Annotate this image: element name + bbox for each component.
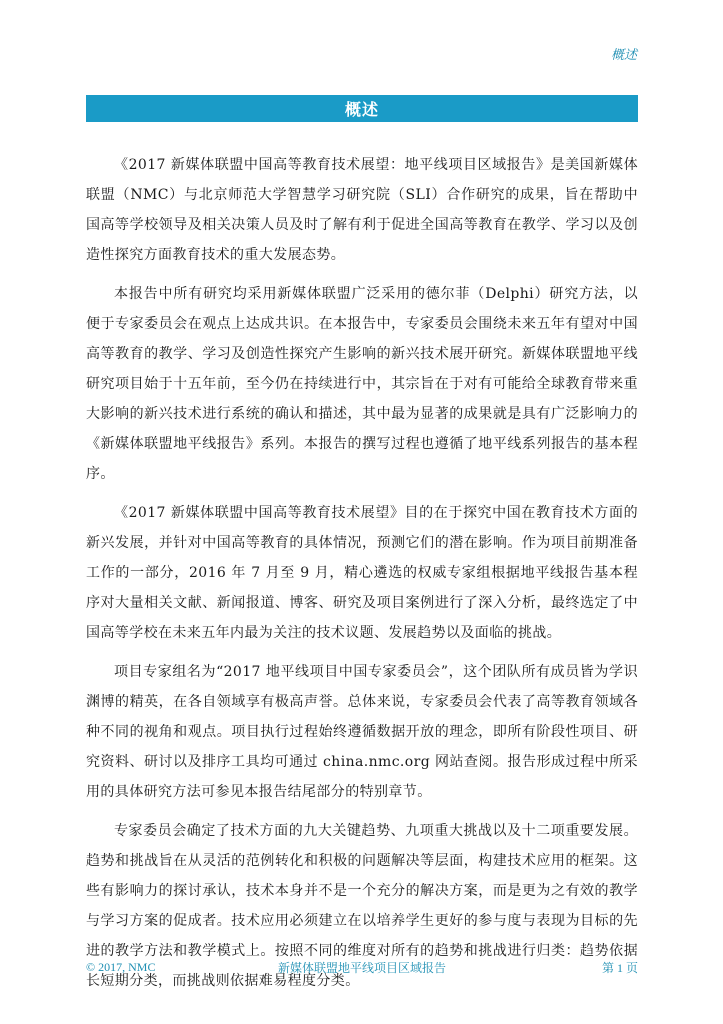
page-footer (86, 959, 638, 976)
section-title-bar (86, 95, 638, 122)
paragraph-panel: 项目专家组名为“2017 地平线项目中国专家委员会”，这个团队所有成员皆为学识渊博的精英，在各自领域享有极高声誉。总体来说，专家委员会代表了高等教育领域各种不同的视角和观点。项目执行过程始终遵循数据开放的理念，即所有阶段性项目、研究资料、研讨以及排序工具均可通过 china.nmc.org 网站查阅。报告形成过程中所采用的具体研究方法可参见本报告结尾部分的特别章节。 (86, 664, 638, 800)
paragraph-purpose: 《2017 新媒体联盟中国高等教育技术展望》目的在于探究中国在教育技术方面的新兴发展，并针对中国高等教育的具体情况，预测它们的潜在影响。作为项目前期准备工作的一部分，2016 年 7 月至 9 月，精心遴选的权威专家组根据地平线报告基本程序对大量相关文献、新闻报道、博客、研究及项目案例进行了深入分析，最终选定了中国高等学校在未来五年内最为关注的技术议题、发展趋势以及面临的挑战。 (86, 505, 638, 641)
body-content (86, 150, 638, 1005)
footer-report-title: 新媒体联盟地平线项目区域报告 (277, 961, 446, 975)
footer-page-number: 第 1 页 (601, 961, 638, 975)
paragraph-method: 本报告中所有研究均采用新媒体联盟广泛采用的德尔菲（Delphi）研究方法，以便于专家委员会在观点上达成共识。在本报告中，专家委员会围绕未来五年有望对中国高等教育的教学、学习及创造性探究产生影响的新兴技术展开研究。新媒体联盟地平线研究项目始于十五年前，至今仍在持续进行中，其宗旨在于对有可能给全球教育带来重大影响的新兴技术进行系统的确认和描述，其中最为显著的成果就是具有广泛影响力的《新媒体联盟地平线报告》系列。本报告的撰写过程也遵循了地平线系列报告的基本程序。 (86, 286, 638, 482)
paragraph-trends: 专家委员会确定了技术方面的九大关键趋势、九项重大挑战以及十二项重要发展。趋势和挑战旨在从灵活的范例转化和积极的问题解决等层面，构建技术应用的框架。这些有影响力的探讨承认，技术本身并不是一个充分的解决方案，而是更为之有效的教学与学习方案的促成者。技术应用必须建立在以培养学生更好的参与度与表现为目标的先进的教学方法和教学模式上。按照不同的维度对所有的趋势和挑战进行归类：趋势依据长短期分类，而挑战则依据难易程度分类。 (86, 823, 638, 989)
footer-copyright: © 2017, NMC (86, 960, 156, 974)
paragraph-intro: 《2017 新媒体联盟中国高等教育技术展望：地平线项目区域报告》是美国新媒体联盟（NMC）与北京师范大学智慧学习研究院（SLI）合作研究的成果，旨在帮助中国高等学校领导及相关决策人员及时了解有利于促进全国高等教育在教学、学习以及创造性探究方面教育技术的重大发展态势。 (86, 157, 638, 263)
running-header: 概述 (610, 48, 637, 63)
section-title: 概述 (344, 100, 379, 119)
